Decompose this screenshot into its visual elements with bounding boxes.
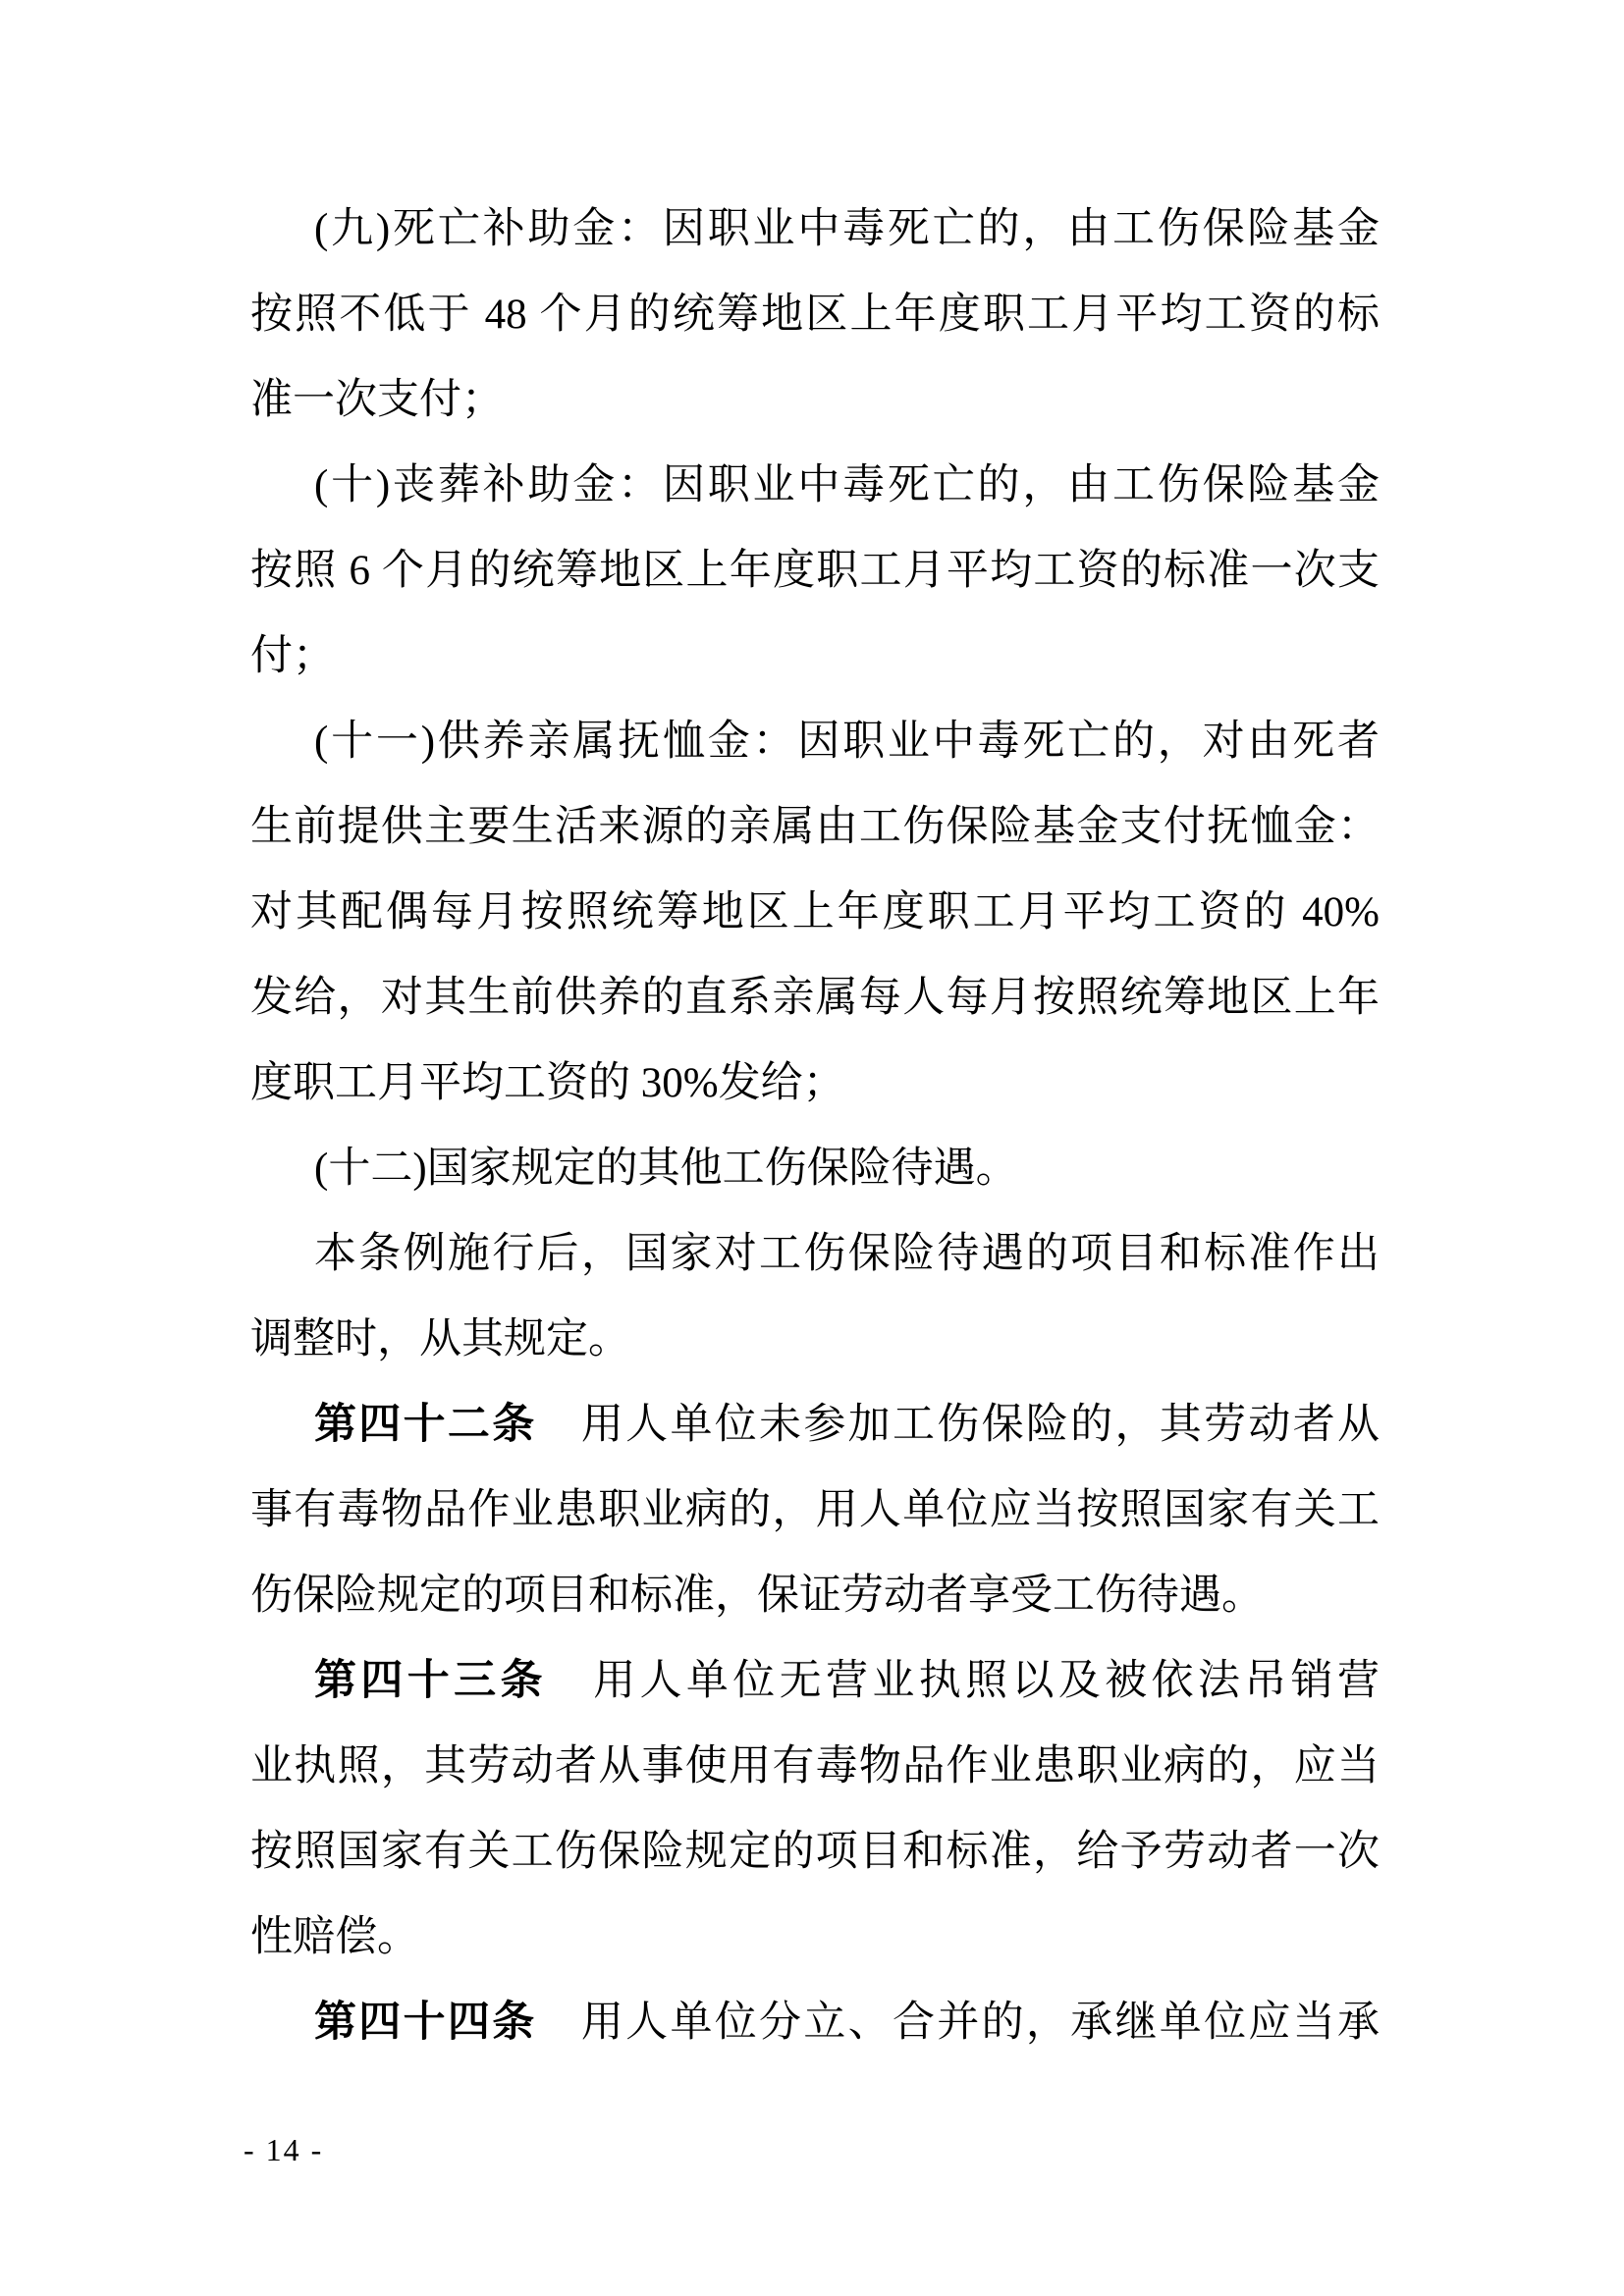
text-line: 第四十二条 用人单位未参加工伤保险的，其劳动者从 [314, 1401, 1380, 1448]
article-number-bold: 第四十二条 [314, 1401, 537, 1448]
paragraph [250, 1211, 1380, 1382]
text-line: 按照 6 个月的统筹地区上年度职工月平均工资的标准一次支 [250, 548, 1380, 594]
text-line: 性赔偿。 [250, 1914, 419, 1960]
paragraph [250, 443, 1380, 699]
text-line: 第四十四条 用人单位分立、合并的，承继单位应当承 [314, 1999, 1380, 2046]
paragraph [250, 187, 1380, 443]
text-line: (九)死亡补助金：因职业中毒死亡的，由工伤保险基金 [314, 206, 1380, 252]
text-line: (十)丧葬补助金：因职业中毒死亡的，由工伤保险基金 [314, 462, 1380, 508]
article-number-bold: 第四十四条 [314, 1999, 537, 2046]
text-line: 按照国家有关工伤保险规定的项目和标准，给予劳动者一次 [250, 1829, 1380, 1875]
text-line: 付； [250, 633, 335, 679]
text-line: 第四十三条 用人单位无营业执照以及被依法吊销营 [314, 1657, 1380, 1704]
article-number-bold: 第四十三条 [314, 1657, 547, 1704]
page-number: - 14 - [244, 2132, 324, 2167]
paragraph [250, 1382, 1380, 1638]
text-line: 调整时，从其规定。 [250, 1316, 630, 1362]
text-line: (十一)供养亲属抚恤金：因职业中毒死亡的，对由死者 [314, 719, 1380, 765]
text-line: 本条例施行后，国家对工伤保险待遇的项目和标准作出 [314, 1231, 1380, 1277]
text-line: 伤保险规定的项目和标准，保证劳动者享受工伤待遇。 [250, 1573, 1264, 1619]
text-line: 对其配偶每月按照统筹地区上年度职工月平均工资的 40% [250, 889, 1380, 935]
text-line: 度职工月平均工资的 30%发给； [250, 1060, 845, 1106]
text-line: 发给，对其生前供养的直系亲属每人每月按照统筹地区上年 [250, 975, 1380, 1021]
text-block [250, 187, 1380, 2065]
text-line: 生前提供主要生活来源的亲属由工伤保险基金支付抚恤金： [250, 804, 1380, 850]
text-line: (十二)国家规定的其他工伤保险待遇。 [314, 1146, 1018, 1192]
text-line: 按照不低于 48 个月的统筹地区上年度职工月平均工资的标 [250, 292, 1380, 338]
paragraph [250, 1638, 1380, 1980]
text-line: 事有毒物品作业患职业病的，用人单位应当按照国家有关工 [250, 1487, 1380, 1533]
text-line: 准一次支付； [250, 377, 504, 423]
paragraph [250, 1126, 1380, 1211]
paragraph [250, 699, 1380, 1126]
paragraph [250, 1980, 1380, 2065]
text-line: 业执照，其劳动者从事使用有毒物品作业患职业病的，应当 [250, 1743, 1380, 1789]
